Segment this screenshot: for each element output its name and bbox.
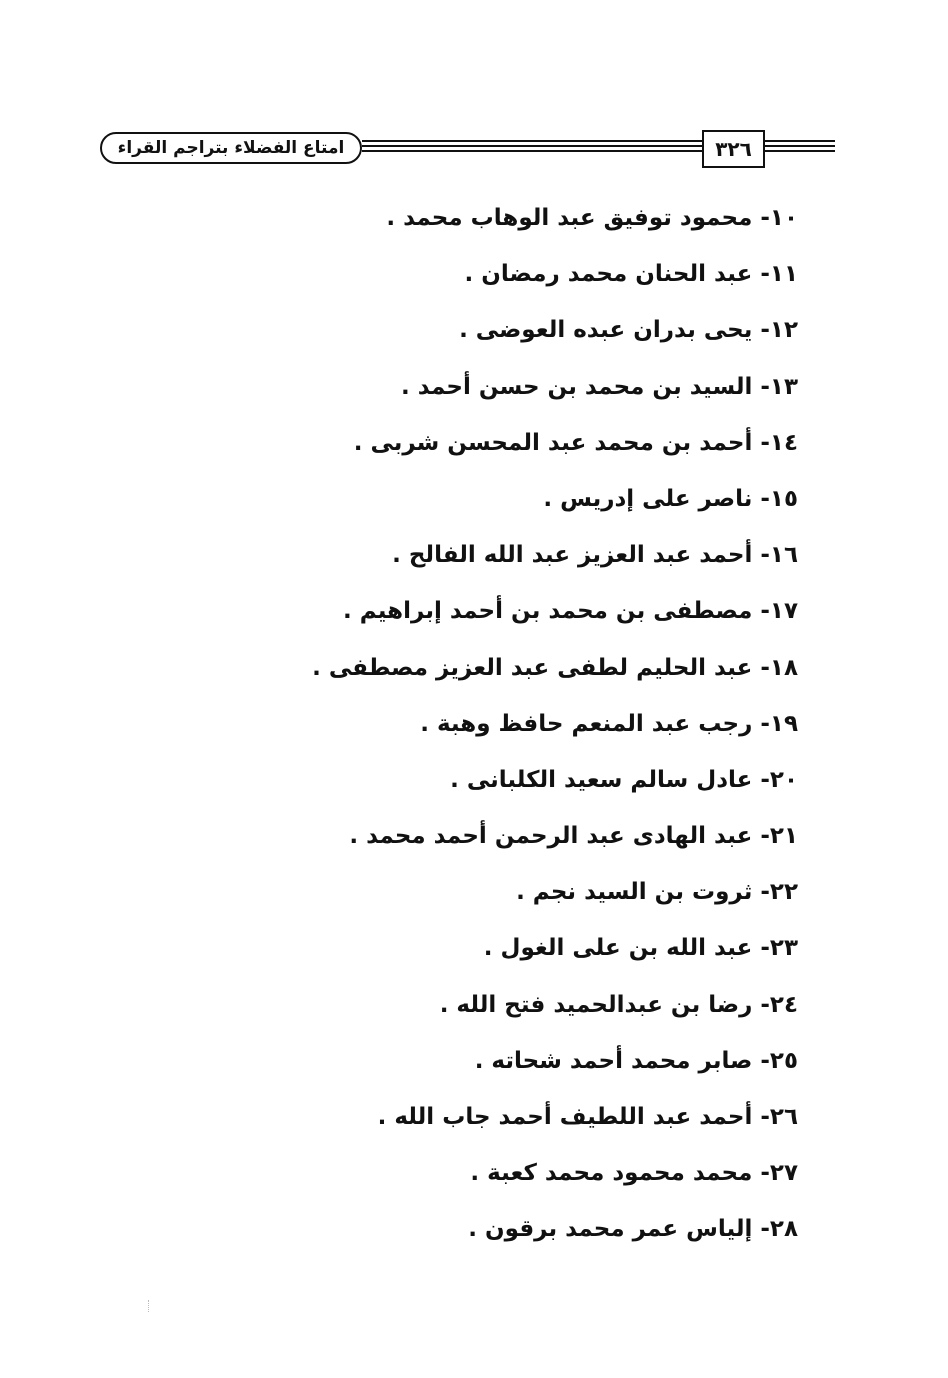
list-item: ٢٠- عادل سالم سعيد الكلبانى . bbox=[450, 766, 798, 793]
list-item: ٢١- عبد الهادى عبد الرحمن أحمد محمد . bbox=[349, 823, 798, 850]
list-item: ١٣- السيد بن محمد بن حسن أحمد . bbox=[400, 373, 798, 400]
list-item: ٢٢- ثروت بن السيد نجم . bbox=[516, 879, 798, 906]
list-item: ١٤- أحمد بن محمد عبد المحسن شربى . bbox=[353, 429, 798, 456]
list-item: ٢٥- صابر محمد أحمد شحاته . bbox=[474, 1047, 798, 1074]
book-title: امتاع الفضلاء بتراجم القراء bbox=[100, 132, 362, 164]
list-item: ٢٣- عبد الله بن على الغول . bbox=[483, 935, 798, 962]
list-item: ١١- عبد الحنان محمد رمضان . bbox=[464, 261, 798, 288]
list-item: ١٢- يحى بدران عبده العوضى . bbox=[459, 317, 798, 344]
list-item: ١٥- ناصر على إدريس . bbox=[543, 485, 798, 512]
page-number: ٣٢٦ bbox=[702, 130, 765, 168]
names-list bbox=[278, 190, 798, 1258]
list-item: ١٠- محمود توفيق عبد الوهاب محمد . bbox=[386, 205, 798, 231]
list-item: ٢٨- إلياس عمر محمد برقون . bbox=[468, 1216, 798, 1243]
list-item: ١٦- أحمد عبد العزيز عبد الله الفالح . bbox=[392, 542, 798, 569]
list-item: ١٩- رجب عبد المنعم حافظ وهبة . bbox=[420, 710, 798, 737]
header-rule-left bbox=[362, 140, 702, 156]
running-header bbox=[100, 130, 835, 170]
list-item: ١٧- مصطفى بن محمد بن أحمد إبراهيم . bbox=[343, 598, 798, 625]
scan-speck bbox=[148, 1300, 152, 1312]
list-item: ٢٧- محمد محمود محمد كعبة . bbox=[470, 1160, 798, 1187]
list-item: ٢٦- أحمد عبد اللطيف أحمد جاب الله . bbox=[377, 1104, 798, 1130]
list-item: ٢٤- رضا بن عبدالحميد فتح الله . bbox=[439, 991, 798, 1018]
header-rule-right bbox=[765, 140, 835, 156]
list-item: ١٨- عبد الحليم لطفى عبد العزيز مصطفى . bbox=[312, 654, 798, 681]
